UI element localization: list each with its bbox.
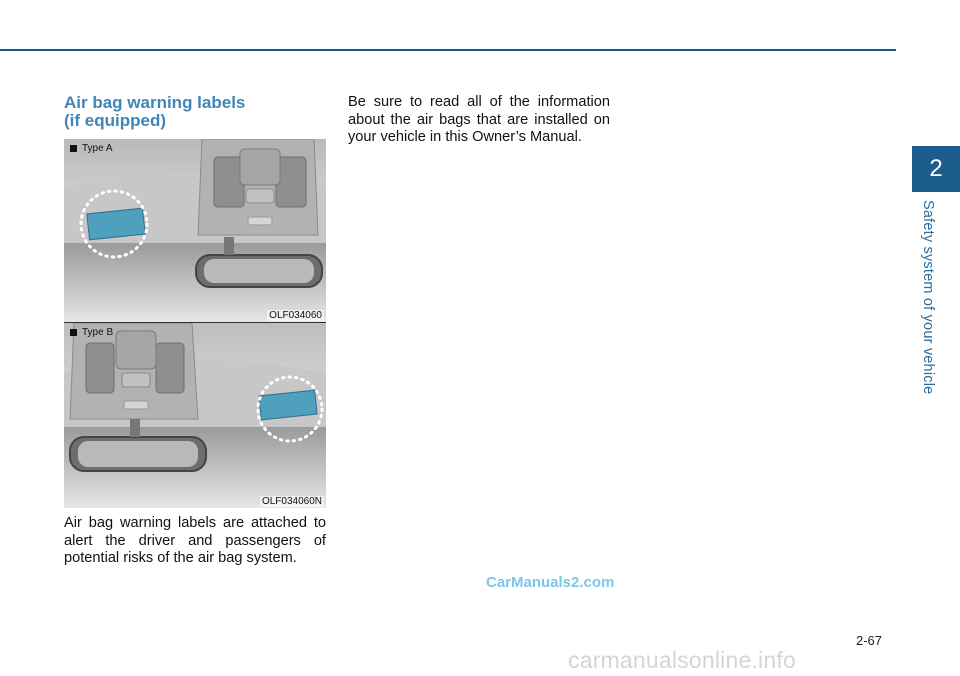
chapter-number-tab[interactable]: 2	[912, 146, 960, 192]
figure-type-text: Type B	[82, 327, 114, 338]
figure-code: OLF034060N	[261, 496, 322, 507]
page-number: 2-67	[856, 633, 883, 648]
figure-code: OLF034060	[269, 310, 322, 321]
headliner-illustration-type-a	[64, 139, 326, 322]
figure-type-label	[70, 327, 113, 338]
airbag-warning-label	[259, 390, 317, 420]
square-bullet-icon	[70, 145, 77, 152]
header-rule	[0, 49, 896, 51]
section-heading-line-2: (if equipped)	[64, 111, 166, 130]
section-heading-line-1: Air bag warning labels	[64, 93, 246, 112]
figure-type-b	[64, 323, 326, 508]
chapter-title: Safety system of your vehicle	[920, 200, 936, 395]
footer-watermark: carmanualsonline.info	[568, 647, 796, 673]
airbag-warning-label	[87, 208, 145, 240]
body-paragraph-left: Air bag warning labels are attached to alert the driver and passengers of potential risks of the air bag system.	[64, 515, 326, 566]
section-heading	[64, 94, 334, 130]
headliner-illustration-type-b	[64, 323, 326, 508]
body-paragraph-right: Be sure to read all of the information about the air bags that are installed on your vehicle in this Owner’s Manual.	[348, 94, 610, 145]
watermark-link[interactable]: CarManuals2.com	[486, 574, 615, 591]
figure-type-text: Type A	[82, 143, 113, 154]
figure-type-a	[64, 139, 326, 322]
figure-type-label	[70, 143, 113, 154]
square-bullet-icon	[70, 329, 77, 336]
